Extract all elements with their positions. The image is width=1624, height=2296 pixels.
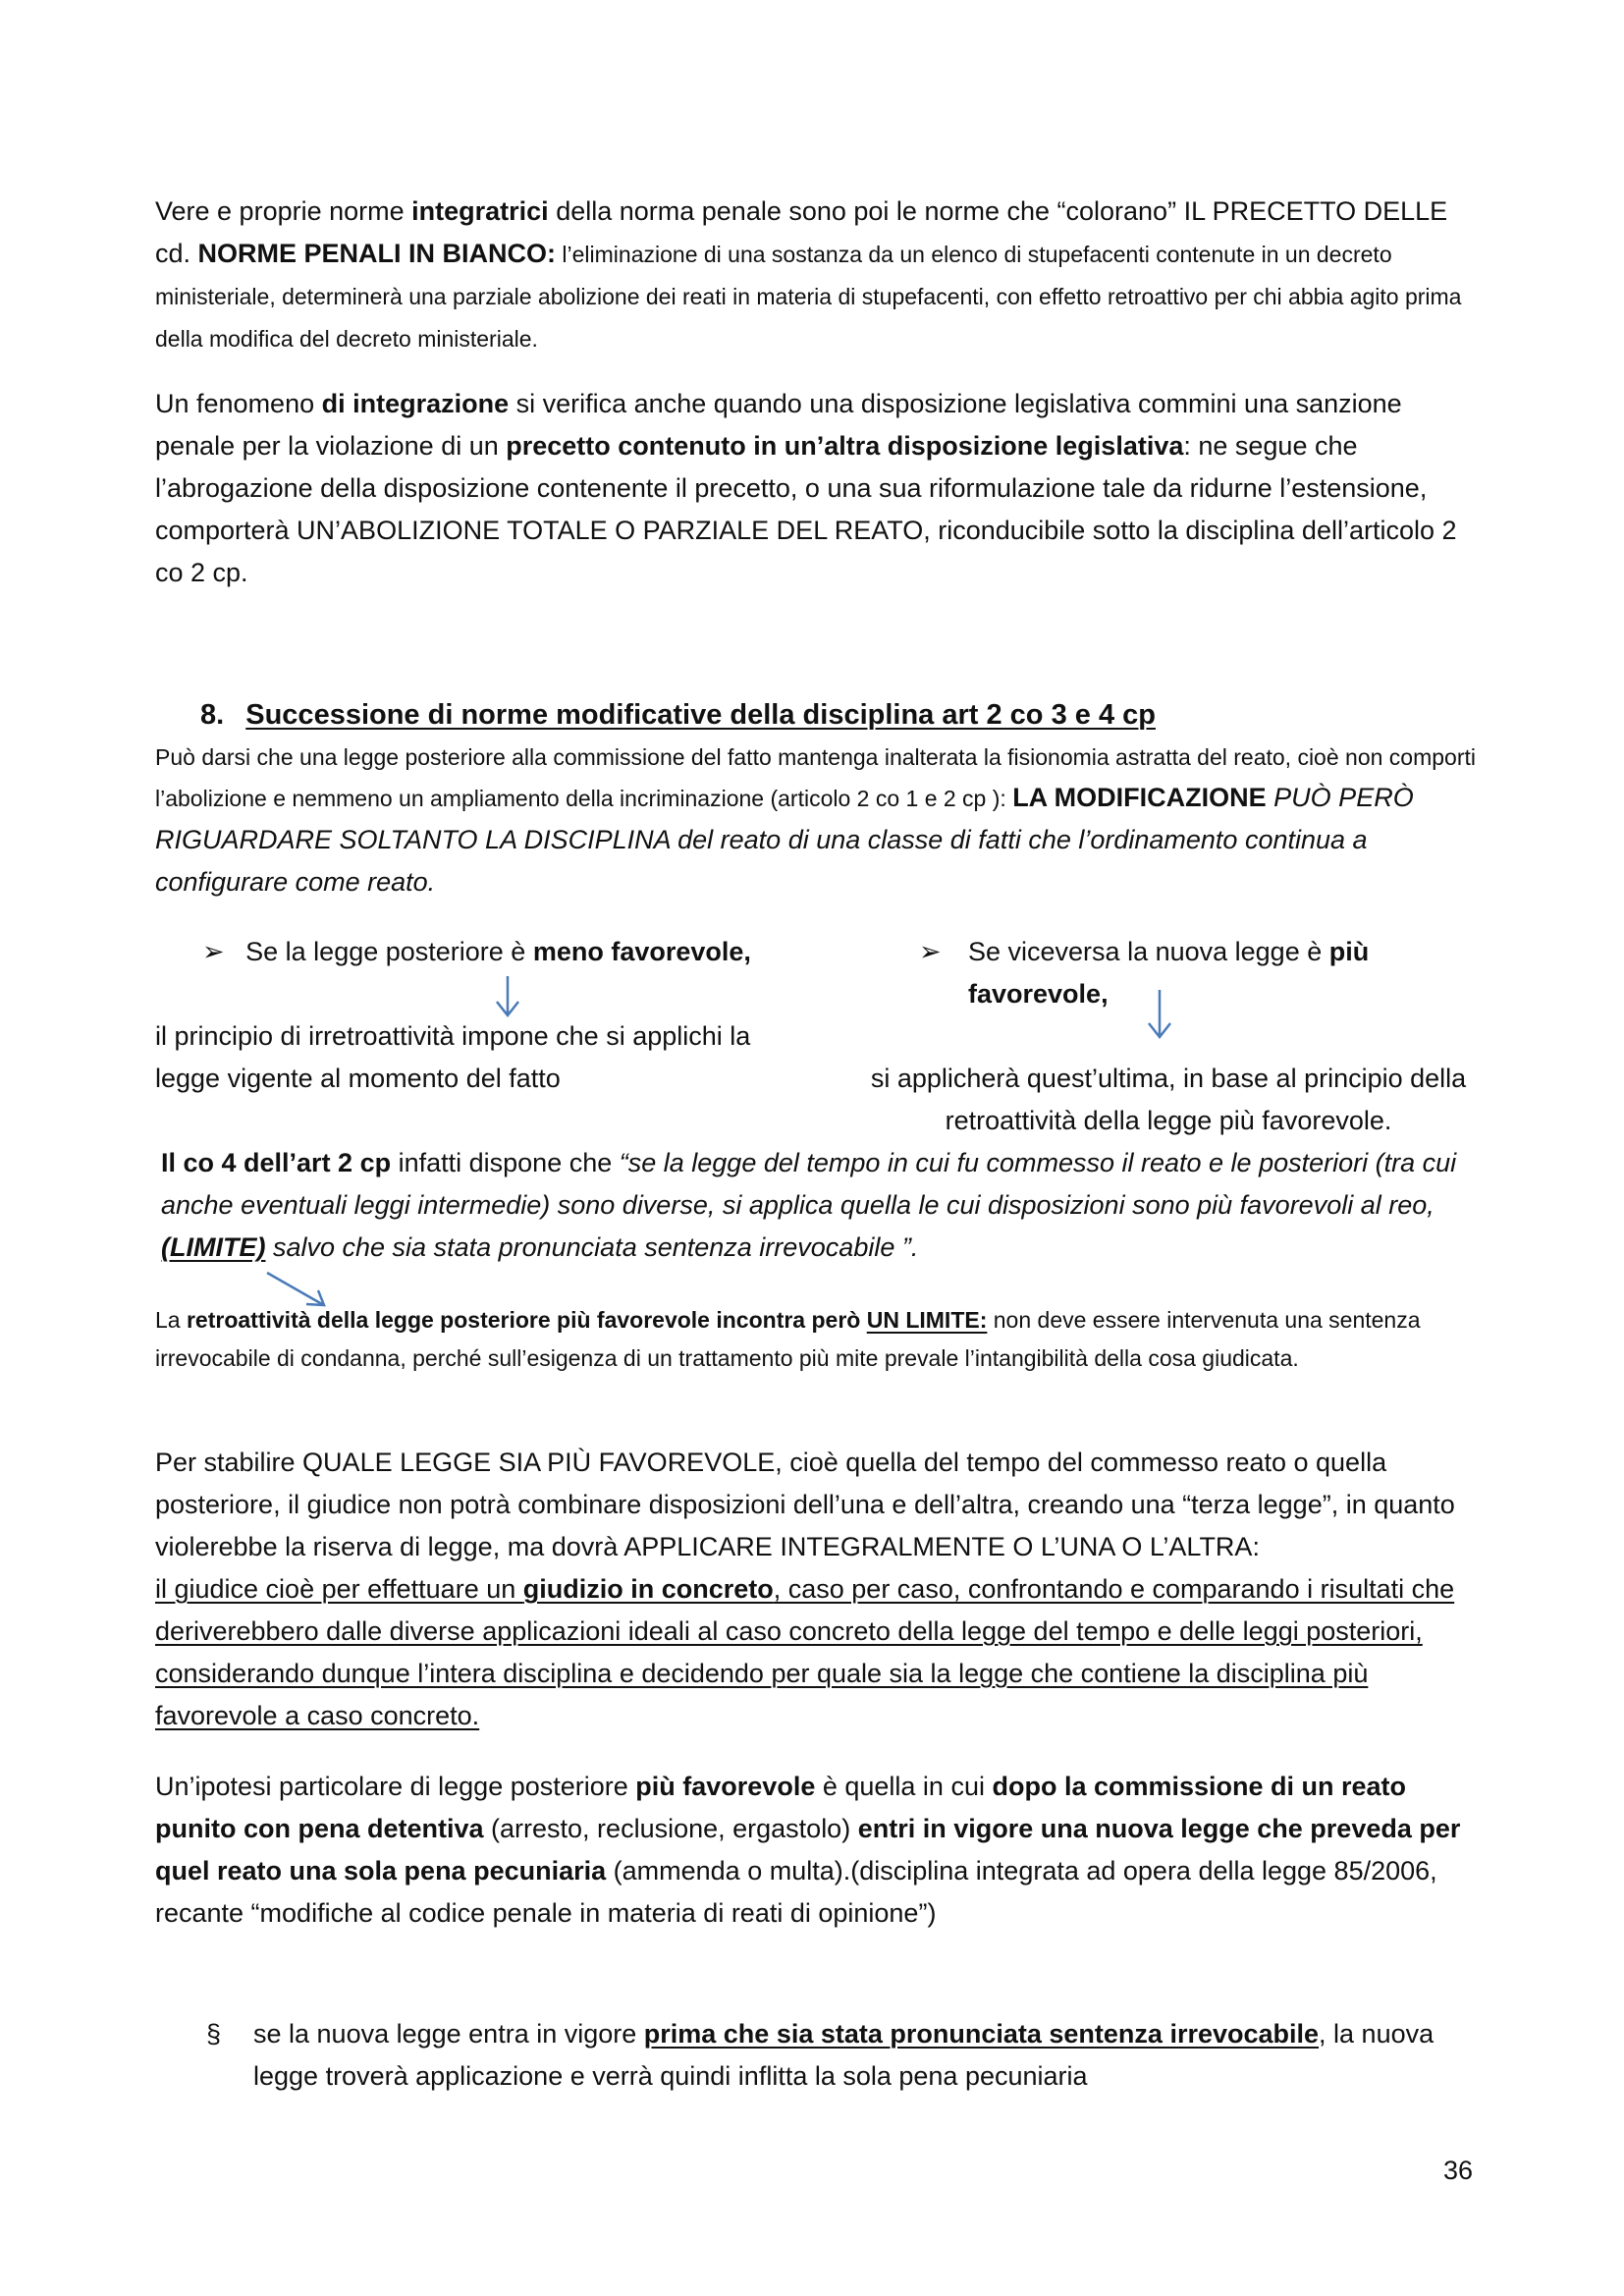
p2-text-a: Un fenomeno bbox=[155, 389, 322, 418]
paragraph-modificazione-disciplina bbox=[155, 738, 1476, 903]
p3-bold-modificazione: LA MODIFICAZIONE bbox=[1012, 783, 1267, 812]
paragraph-integrazione bbox=[155, 383, 1476, 594]
section-sign-icon: § bbox=[206, 2019, 222, 2049]
right-text-a: Se viceversa la nuova legge è bbox=[968, 937, 1329, 966]
p3-italic-c: PUÒ PERÒ RIGUARDARE SOLTANTO LA DISCIPLINA del reato di una classe di fatti che l’ordinamento continua a configurare come reato. bbox=[155, 783, 1414, 897]
p7-bold-b: più favorevole bbox=[635, 1772, 816, 1801]
right-bullet-icon: ➢ bbox=[919, 937, 942, 966]
p4-bold-co4: Il co 4 dell’art 2 cp bbox=[161, 1148, 392, 1177]
p6-text-a: Per stabilire QUALE LEGGE SIA PIÙ FAVOREVOLE, cioè quella del tempo del commesso reato o quella posteriore, il giudice non potrà combinare disposizioni dell’una e dell’altra, creando una “terza legge”, in quanto violerebbe la riserva di legge, ma dovrà APPLICARE INTEGRALMENTE O L’UNA O L’ALTRA: bbox=[155, 1448, 1455, 1561]
left-bullet-icon: ➢ bbox=[202, 937, 225, 966]
p7-bold-d: dopo la commissione di un reato punito con pena detentiva bbox=[155, 1772, 1407, 1843]
p3-text-a: Può darsi che una legge posteriore alla commissione del fatto mantenga inalterata la fisionomia astratta del reato, cioè non comporti l’abolizione e nemmeno un ampliamento della incriminazione (articolo 2 co 1 e 2 cp ): bbox=[155, 744, 1476, 811]
p4-text-b: infatti dispone che bbox=[391, 1148, 620, 1177]
p1-text-a: Vere e proprie norme bbox=[155, 196, 412, 226]
p1-bold-integratrici: integratrici bbox=[411, 196, 549, 226]
paragraph-co4-art2 bbox=[161, 1142, 1482, 1269]
heading-number: 8. bbox=[200, 699, 225, 731]
p6-underlined-giudice bbox=[155, 1574, 1454, 1730]
paragraph-legge-piu-favorevole bbox=[155, 1442, 1476, 1737]
page-number: 36 bbox=[1443, 2156, 1474, 2185]
p8-text-a: se la nuova legge entra in vigore bbox=[253, 2019, 644, 2049]
p2-text-c: si verifica anche quando una disposizione legislativa commini una sanzione penale per la violazione di un bbox=[155, 389, 1402, 461]
p7-text-a: Un’ipotesi particolare di legge posteriore bbox=[155, 1772, 636, 1801]
p6-bold-giudizio: giudizio in concreto bbox=[522, 1574, 774, 1604]
section-bullet-item bbox=[206, 2013, 1483, 2098]
paragraph-norme-penali-in-bianco bbox=[155, 191, 1476, 359]
p2-bold-precetto: precetto contenuto in un’altra disposizione legislativa bbox=[506, 431, 1184, 461]
down-arrow-icon bbox=[493, 974, 522, 1021]
left-text-a: Se la legge posteriore è bbox=[245, 937, 533, 966]
p4-italic-quote: “se la legge del tempo in cui fu commesso il reato e le posteriori (tra cui anche eventuali leggi intermedie) sono diverse, si applica quella le cui disposizioni sono più favorevoli al reo, bbox=[161, 1148, 1457, 1220]
left-column-bullet bbox=[202, 931, 791, 973]
section-heading bbox=[200, 693, 1477, 737]
left-bold-meno-favorevole: meno favorevole, bbox=[532, 937, 751, 966]
p1-text-e: l’eliminazione di una sostanza da un elenco di stupefacenti contenute in un decreto ministeriale, determinerà una parziale abolizione dei reati in materia di stupefacenti, con effetto retroattivo per chi abbia agito prima della modifica del decreto ministeriale. bbox=[155, 242, 1462, 352]
p7-bold-f: entri in vigore una nuova legge che preveda per quel reato una sola pena pecuniaria bbox=[155, 1814, 1461, 1886]
p7-text-g: (ammenda o multa).(disciplina integrata ad opera della legge 85/2006, recante “modifiche al codice penale in materia di reati di opinione”) bbox=[155, 1856, 1437, 1928]
p8-text-c: , la nuova legge troverà applicazione e verrà quindi inflitta la sola pena pecuniaria bbox=[253, 2019, 1435, 2091]
p7-text-e: (arresto, reclusione, ergastolo) bbox=[483, 1814, 858, 1843]
down-arrow-icon bbox=[1145, 988, 1174, 1043]
p8-bold-prima-che: prima che sia stata pronunciata sentenza irrevocabile bbox=[643, 2019, 1320, 2049]
right-column-result: si applicherà quest’ultima, in base al principio della retroattività della legge più favorevole. bbox=[870, 1064, 1467, 1135]
paragraph-limite bbox=[155, 1301, 1476, 1378]
p2-bold-integrazione: di integrazione bbox=[321, 389, 510, 418]
p5-un-limite: UN LIMITE: bbox=[866, 1307, 988, 1333]
right-bold-piu-favorevole: più favorevole, bbox=[968, 937, 1370, 1009]
p4-limite: (LIMITE) bbox=[161, 1232, 266, 1262]
p5-bold-retroattivita: retroattività della legge posteriore più favorevole incontra però bbox=[186, 1307, 867, 1333]
p7-text-c: è quella in cui bbox=[815, 1772, 993, 1801]
p6-text-d: , caso per caso, confrontando e comparando i risultati che deriverebbero dalle diverse applicazioni ideali al caso concreto della legge del tempo e delle leggi posteriori, considerando dunque l’intera disciplina e decidendo per quale sia la legge che contiene la disciplina più favorevole a caso concreto. bbox=[155, 1574, 1455, 1730]
p5-text-a: La bbox=[155, 1307, 187, 1333]
p6-text-b: il giudice cioè per effettuare un bbox=[155, 1574, 523, 1604]
right-column-bullet bbox=[919, 931, 1469, 1015]
left-column-result: il principio di irretroattività impone che si applichi la legge vigente al momento del fatto bbox=[155, 1021, 751, 1093]
paragraph-ipotesi-particolare bbox=[155, 1766, 1476, 1935]
p1-bold-norme-penali: NORME PENALI IN BIANCO: bbox=[197, 239, 557, 268]
p4-italic-e: salvo che sia stata pronunciata sentenza irrevocabile ”. bbox=[265, 1232, 919, 1262]
p1-text-c: della norma penale sono poi le norme che “colorano” IL PRECETTO DELLE cd. bbox=[155, 196, 1448, 268]
p5-text-d: non deve essere intervenuta una sentenza irrevocabile di condanna, perché sull’esigenza di un trattamento più mite prevale l’intangibilità della cosa giudicata. bbox=[155, 1307, 1421, 1371]
p2-text-e: : ne segue che l’abrogazione della disposizione contenente il precetto, o una sua riformulazione tale da ridurne l’estensione, comporterà UN’ABOLIZIONE TOTALE O PARZIALE DEL REATO, riconducibile sotto la disciplina dell’articolo 2 co 2 cp. bbox=[155, 431, 1457, 587]
heading-title: Successione di norme modificative della disciplina art 2 co 3 e 4 cp bbox=[245, 699, 1156, 731]
